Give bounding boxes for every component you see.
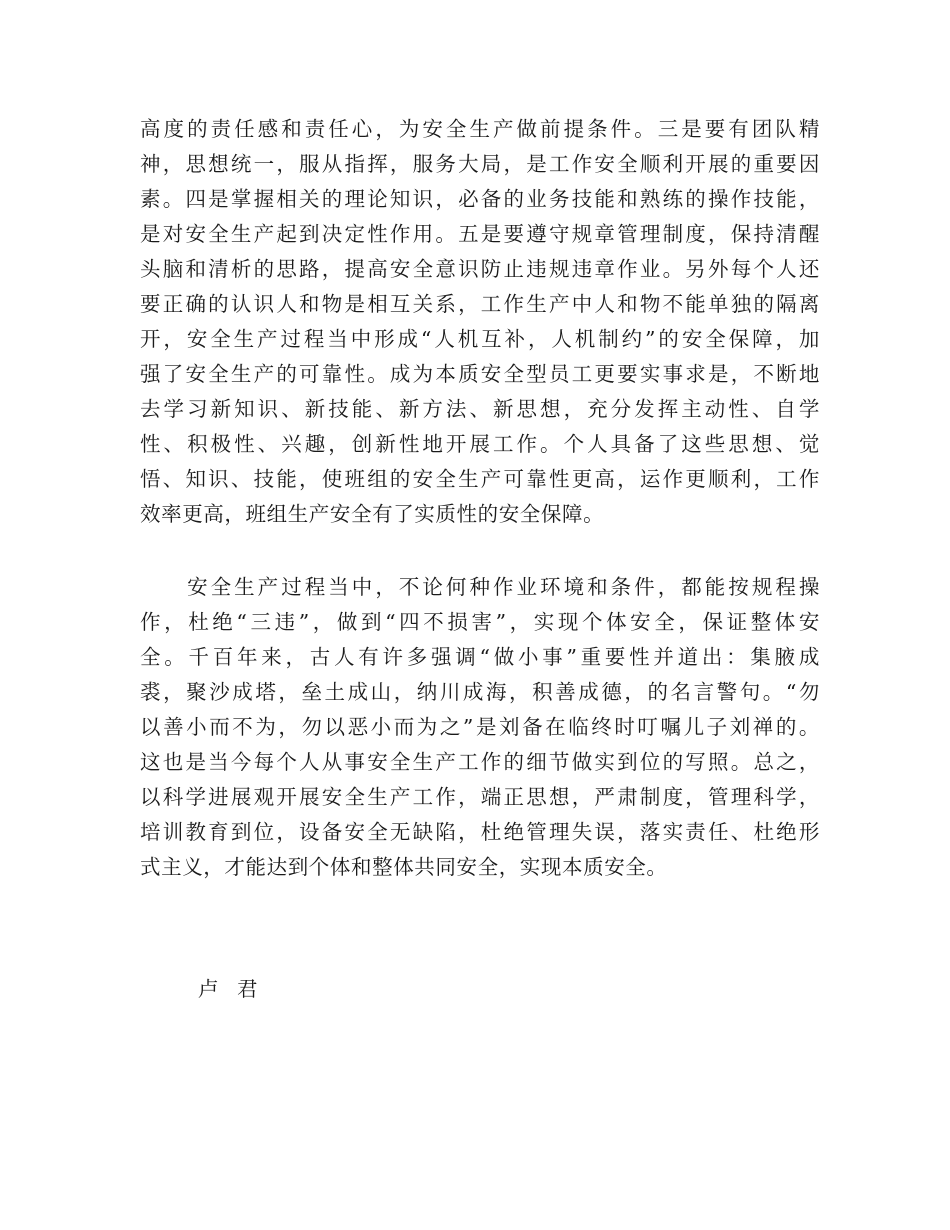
text-line: 高度的责任感和责任心，为安全生产做前提条件。三是要有团队精: [140, 117, 820, 141]
text-line: 效率更高，班组生产安全有了实质性的安全保障。: [140, 502, 605, 526]
text-line: 以科学进展观开展安全生产工作，端正思想，严肃制度，管理科学，: [140, 785, 820, 809]
author-signature: 卢 君: [198, 977, 264, 1001]
text-line: 培训教育到位，设备安全无缺陷，杜绝管理失误，落实责任、杜绝形: [140, 820, 820, 844]
text-line: 头脑和清析的思路，提高安全意识防止违规违章作业。另外每个人还: [140, 257, 820, 281]
text-line: 开，安全生产过程当中形成“人机互补，人机制约”的安全保障，加: [140, 327, 820, 351]
text-line: 要正确的认识人和物是相互关系，工作生产中人和物不能单独的隔离: [140, 292, 820, 316]
text-line: 素。四是掌握相关的理论知识，必备的业务技能和熟练的操作技能，: [140, 187, 820, 211]
text-line: 性、积极性、兴趣，创新性地开展工作。个人具备了这些思想、觉: [140, 432, 820, 456]
text-line: 强了安全生产的可靠性。成为本质安全型员工更要实事求是，不断地: [140, 362, 820, 386]
text-line: 是对安全生产起到决定性作用。五是要遵守规章管理制度，保持清醒: [140, 222, 820, 246]
text-line: 全。千百年来，古人有许多强调“做小事”重要性并道出：集腋成: [140, 645, 820, 669]
text-line: 以善小而不为，勿以恶小而为之”是刘备在临终时叮嘱儿子刘禅的。: [140, 715, 820, 739]
text-line: 这也是当今每个人从事安全生产工作的细节做实到位的写照。总之，: [140, 750, 820, 774]
text-line: 裘，聚沙成塔，垒土成山，纳川成海，积善成德，的名言警句。“勿: [140, 680, 820, 704]
text-line: 去学习新知识、新技能、新方法、新思想，充分发挥主动性、自学: [140, 397, 820, 421]
body-paragraph-2: [140, 570, 820, 885]
text-line: 神，思想统一，服从指挥，服务大局，是工作安全顺利开展的重要因: [140, 152, 820, 176]
text-line: 作，杜绝“三违”，做到“四不损害”，实现个体安全，保证整体安: [140, 610, 820, 634]
text-line: 悟、知识、技能，使班组的安全生产可靠性更高，运作更顺利，工作: [140, 467, 820, 491]
body-paragraph-1: [140, 112, 820, 532]
text-line: 式主义，才能达到个体和整体共同安全，实现本质安全。: [140, 855, 668, 879]
text-line: 安全生产过程当中，不论何种作业环境和条件，都能按规程操: [140, 575, 820, 599]
